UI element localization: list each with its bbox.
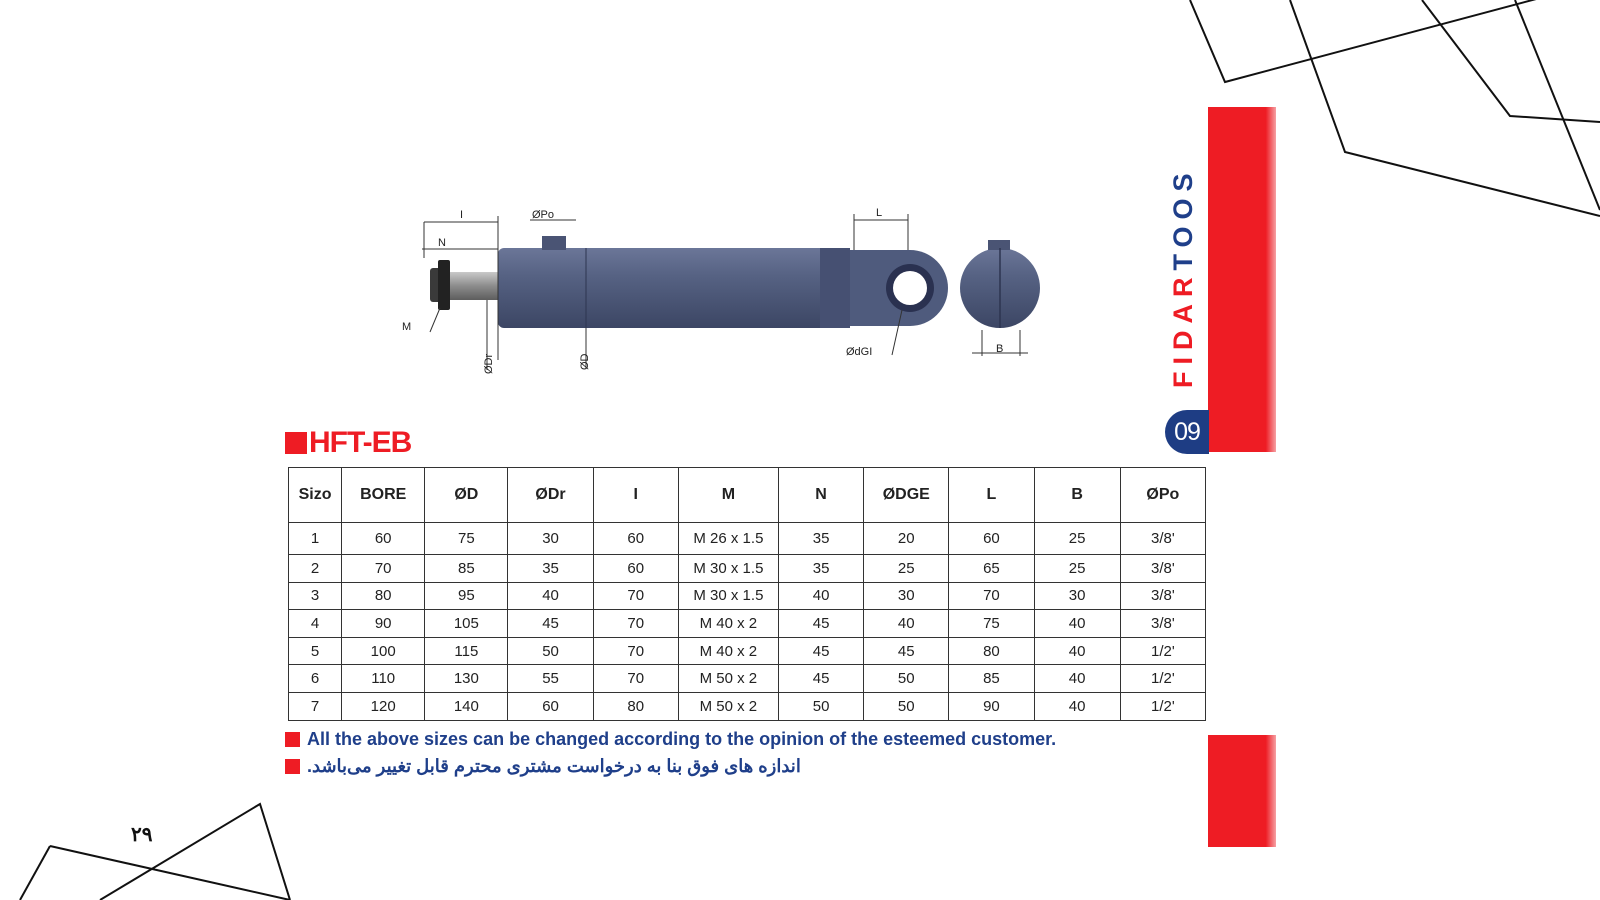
- dim-label-n: N: [438, 237, 446, 249]
- dim-label-d: ØD: [579, 353, 591, 370]
- note-persian: [285, 756, 801, 777]
- table-cell: 40: [1034, 610, 1120, 638]
- table-cell: M 26 x 1.5: [678, 523, 778, 555]
- chapter-side-tab: [1208, 107, 1276, 452]
- table-cell: 45: [779, 610, 864, 638]
- table-cell: 6: [289, 665, 342, 693]
- dim-label-dr: ØDr: [483, 353, 495, 374]
- table-cell: 120: [342, 692, 425, 720]
- header-n: N: [779, 468, 864, 523]
- table-body: [289, 523, 1206, 721]
- table-cell: 60: [593, 555, 678, 583]
- table-cell: 35: [508, 555, 593, 583]
- table-cell: 1/2': [1120, 637, 1205, 665]
- table-cell: 70: [593, 665, 678, 693]
- table-cell: 105: [425, 610, 508, 638]
- table-cell: M 50 x 2: [678, 665, 778, 693]
- table-cell: M 40 x 2: [678, 637, 778, 665]
- table-row: [289, 637, 1206, 665]
- table-cell: 80: [949, 637, 1034, 665]
- table-cell: 35: [779, 523, 864, 555]
- header-po: ØPo: [1120, 468, 1205, 523]
- header-m: M: [678, 468, 778, 523]
- table-cell: 2: [289, 555, 342, 583]
- model-heading: [285, 423, 411, 463]
- table-cell: 50: [864, 692, 949, 720]
- table-cell: 40: [1034, 637, 1120, 665]
- table-cell: 20: [864, 523, 949, 555]
- table-row: [289, 523, 1206, 555]
- table-cell: M 30 x 1.5: [678, 555, 778, 583]
- header-i: I: [593, 468, 678, 523]
- note-english: [285, 729, 1056, 750]
- table-cell: 85: [949, 665, 1034, 693]
- chapter-badge: 09: [1165, 410, 1209, 454]
- table-cell: 25: [864, 555, 949, 583]
- table-cell: 40: [508, 582, 593, 610]
- rear-block: [820, 248, 850, 328]
- table-cell: 100: [342, 637, 425, 665]
- header-size: Sizo: [289, 468, 342, 523]
- page-number: ۲۹: [131, 824, 153, 846]
- table-cell: 115: [425, 637, 508, 665]
- table-row: [289, 610, 1206, 638]
- table-cell: 130: [425, 665, 508, 693]
- table-cell: 30: [1034, 582, 1120, 610]
- table-cell: 90: [949, 692, 1034, 720]
- table-cell: 30: [508, 523, 593, 555]
- table-cell: 3: [289, 582, 342, 610]
- table-cell: 4: [289, 610, 342, 638]
- table-cell: 45: [864, 637, 949, 665]
- table-cell: 60: [949, 523, 1034, 555]
- table-cell: 80: [342, 582, 425, 610]
- note-english-text: All the above sizes can be changed according to the opinion of the esteemed customer.: [307, 729, 1057, 749]
- dim-label-b: B: [996, 343, 1004, 355]
- table-cell: 40: [864, 610, 949, 638]
- table-cell: M 40 x 2: [678, 610, 778, 638]
- spec-table: [288, 467, 1206, 721]
- header-dr: ØDr: [508, 468, 593, 523]
- dim-label-i: I: [460, 209, 464, 221]
- table-cell: 40: [1034, 665, 1120, 693]
- table-cell: 1: [289, 523, 342, 555]
- table-cell: 75: [425, 523, 508, 555]
- brand-part-1: FIDAR: [1168, 270, 1198, 388]
- dim-label-dgi: ØdGI: [846, 346, 873, 358]
- cylinder-barrel: [498, 248, 838, 328]
- table-cell: 25: [1034, 555, 1120, 583]
- table-cell: 3/8': [1120, 610, 1205, 638]
- table-cell: M 30 x 1.5: [678, 582, 778, 610]
- table-cell: 95: [425, 582, 508, 610]
- header-d: ØD: [425, 468, 508, 523]
- table-cell: 70: [593, 637, 678, 665]
- table-cell: 140: [425, 692, 508, 720]
- table-cell: 35: [779, 555, 864, 583]
- table-cell: 50: [508, 637, 593, 665]
- table-cell: 7: [289, 692, 342, 720]
- table-cell: 45: [779, 637, 864, 665]
- table-cell: 50: [864, 665, 949, 693]
- table-cell: 45: [779, 665, 864, 693]
- table-cell: 50: [779, 692, 864, 720]
- dim-label-l: L: [876, 207, 883, 219]
- table-cell: 80: [593, 692, 678, 720]
- table-cell: 70: [949, 582, 1034, 610]
- table-cell: 60: [593, 523, 678, 555]
- table-row: [289, 582, 1206, 610]
- table-cell: 5: [289, 637, 342, 665]
- header-bore: BORE: [342, 468, 425, 523]
- brand-logo-text: [1168, 166, 1198, 388]
- table-cell: 30: [864, 582, 949, 610]
- table-row: [289, 692, 1206, 720]
- table-cell: 40: [1034, 692, 1120, 720]
- cylinder-technical-drawing: [400, 200, 1060, 385]
- table-cell: 3/8': [1120, 555, 1205, 583]
- table-cell: 25: [1034, 523, 1120, 555]
- heading-marker: [285, 432, 307, 454]
- table-cell: 3/8': [1120, 523, 1205, 555]
- table-cell: M 50 x 2: [678, 692, 778, 720]
- header-b: B: [1034, 468, 1120, 523]
- header-dge: ØDGE: [864, 468, 949, 523]
- table-cell: 45: [508, 610, 593, 638]
- table-cell: 70: [593, 610, 678, 638]
- table-cell: 90: [342, 610, 425, 638]
- footer-side-tab: [1208, 735, 1276, 847]
- dim-label-m: M: [402, 321, 412, 333]
- table-cell: 110: [342, 665, 425, 693]
- table-cell: 3/8': [1120, 582, 1205, 610]
- brand-part-2: TOOS: [1168, 166, 1198, 271]
- note-marker: [285, 759, 300, 774]
- header-l: L: [949, 468, 1034, 523]
- table-cell: 70: [593, 582, 678, 610]
- note-marker: [285, 732, 300, 747]
- table-cell: 60: [508, 692, 593, 720]
- table-cell: 65: [949, 555, 1034, 583]
- table-cell: 55: [508, 665, 593, 693]
- table-header-row: [289, 468, 1206, 523]
- table-cell: 40: [779, 582, 864, 610]
- model-title: HFT-EB: [309, 426, 412, 459]
- table-cell: 60: [342, 523, 425, 555]
- table-row: [289, 555, 1206, 583]
- rod-nut: [438, 260, 450, 310]
- piston-rod: [450, 272, 498, 300]
- oil-port: [542, 236, 566, 250]
- dim-label-po: ØPo: [532, 209, 555, 221]
- table-cell: 1/2': [1120, 692, 1205, 720]
- table-cell: 85: [425, 555, 508, 583]
- table-cell: 1/2': [1120, 665, 1205, 693]
- note-persian-text: اندازه های فوق بنا به درخواست مشتری محترم قابل تغییر می‌باشد.: [307, 756, 801, 776]
- table-row: [289, 665, 1206, 693]
- table-cell: 75: [949, 610, 1034, 638]
- table-cell: 70: [342, 555, 425, 583]
